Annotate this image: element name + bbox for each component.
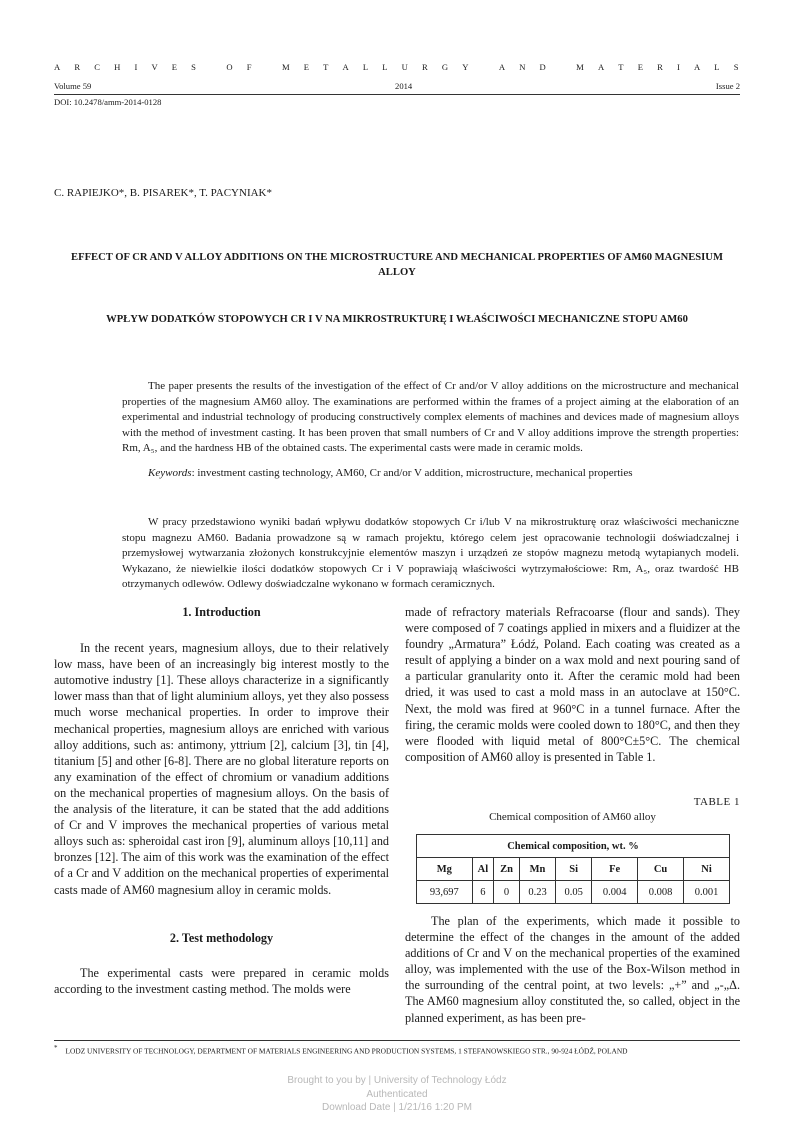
table-col: Mg	[417, 858, 473, 881]
journal-letter: A	[54, 62, 62, 72]
section-heading-test-methodology: 2. Test methodology	[169, 930, 274, 945]
journal-letter: E	[303, 62, 311, 72]
table-cell: 0.23	[519, 881, 555, 904]
journal-letter: A	[342, 62, 350, 72]
journal-letter: A	[693, 62, 702, 72]
affiliation-footnote	[54, 1044, 628, 1055]
table-col: Cu	[638, 858, 684, 881]
journal-letter: M	[281, 62, 291, 72]
download-line: Download Date | 1/21/16 1:20 PM	[322, 1102, 472, 1113]
journal-name	[54, 62, 740, 72]
journal-letter: H	[114, 62, 122, 72]
table-col: Al	[472, 858, 493, 881]
footnote-rule	[54, 1040, 740, 1041]
journal-letter	[560, 62, 563, 72]
table-row	[417, 881, 730, 904]
journal-letter	[266, 62, 269, 72]
table-cell: 0	[494, 881, 520, 904]
journal-letter: R	[657, 62, 665, 72]
intro-paragraph: In the recent years, magnesium alloys, due to their relatively low mass, have been of an increasingly big interest mostly to the automotive industry [1]. These alloys characterize in a significantly lower mass than that of light aluminium alloys, yet they also possess much worse mechanical properties. In order to improve their mechanical properties, magnesium alloys are enriched with various alloy additions, such as: antimony, yttrium [2], calcium [3], tin [4], titanium [5] and other [6-8]. There are no global literature reports on any examination of the effect of chromium or vanadium additions on the mechanical properties of magnesium alloys. On the basis of the analysis of the literature, it can be stated that the add additions of Cr and V improves the mechanical properties of various metal alloys such as: spheroidal cast iron [9], aluminum alloys [10,11] and bronzes [12]. The aim of this work was the examination of the effect of a Cr and V addition on the mechanical properties of experimental casts made of AM60 magnesium alloy in ceramic molds.	[54, 641, 389, 897]
journal-letter: C	[94, 62, 102, 72]
paper-title-en: EFFECT OF CR AND V ALLOY ADDITIONS ON THE MICROSTRUCTURE AND MECHANICAL PROPERTIES OF AM60 MAGNESIUM ALLOY	[71, 252, 723, 278]
journal-letter: A	[597, 62, 606, 72]
table-col: Mn	[519, 858, 555, 881]
table-col: Fe	[592, 858, 638, 881]
abstract-pl: W pracy przedstawiono wyniki badań wpływu dodatków stopowych Cr i/lub V na mikrostrukturę oraz właściwości mechaniczne stopu magnezu AM60. Badania prowadzone są w ramach projektu, którego celem jest opracowanie technologii doświadczalnej i przemysłowej wytwarzania złożonych konstrukcyjnie elementów maszyn i urządzeń ze stopów magnezu metodą wytapianych modeli. Wykazano, że niewielkie ilości dodatków stopowych Cr i V poprawiają właściwości wytrzymałościowe: Rm, A₅, oraz twardość HB otrzymanych odlewów. Odlewy doświadczalne wykonano w formach ceramicznych.	[122, 516, 739, 590]
table-cell: 0.004	[592, 881, 638, 904]
journal-letter: L	[362, 62, 370, 72]
left-column	[54, 604, 389, 997]
right-column-top	[405, 604, 740, 765]
table-header: Chemical composition, wt. %	[417, 835, 730, 858]
journal-letter: S	[733, 62, 740, 72]
journal-letter: V	[151, 62, 159, 72]
keywords-text: : investment casting technology, AM60, Cr and/or V addition, microstructure, mechanical properties	[191, 467, 633, 479]
journal-letter: T	[323, 62, 330, 72]
keywords-label: Keywords	[148, 467, 192, 479]
journal-letter: S	[191, 62, 198, 72]
table-label: TABLE 1	[693, 796, 740, 808]
table-cell: 0.05	[556, 881, 592, 904]
journal-letter: E	[637, 62, 645, 72]
journal-letter	[210, 62, 213, 72]
journal-letter: D	[539, 62, 547, 72]
year: 2014	[395, 81, 413, 91]
authors: C. RAPIEJKO*, B. PISAREK*, T. PACYNIAK*	[54, 187, 272, 199]
journal-letter: L	[382, 62, 389, 72]
journal-letter: E	[171, 62, 179, 72]
journal-letter: R	[421, 62, 429, 72]
journal-letter	[483, 62, 486, 72]
journal-letter: T	[618, 62, 625, 72]
volume: Volume 59	[54, 81, 92, 91]
download-stamp	[0, 1074, 794, 1115]
right-column-bottom	[405, 913, 740, 1026]
chemical-composition-table	[416, 834, 730, 904]
table-col: Si	[556, 858, 592, 881]
download-line: Authenticated	[366, 1088, 428, 1100]
doi: DOI: 10.2478/amm-2014-0128	[54, 97, 162, 107]
journal-letter: A	[498, 62, 507, 72]
journal-letter: N	[519, 62, 527, 72]
journal-letter: Y	[462, 62, 470, 72]
journal-letter: R	[74, 62, 82, 72]
table-cell: 0.001	[684, 881, 730, 904]
right-paragraph-2: The plan of the experiments, which made it possible to determine the effect of the changes in the amount of the added additions of Cr and V on the mechanical properties of the examined alloy, was implemented with the use of the Box-Wilson method in the surrounding of the central point, at two levels: „+” and „-„Δ. The AM60 magnesium alloy constituted the, so called, object in the planned experiment, as has been pre-	[405, 914, 740, 1025]
issue: Issue 2	[715, 81, 740, 91]
journal-letter: O	[226, 62, 234, 72]
paper-title-pl: WPŁYW DODATKÓW STOPOWYCH CR I V NA MIKROSTRUKTURĘ I WŁAŚCIWOŚCI MECHANICZNE STOPU AM60	[106, 314, 688, 325]
table-col: Ni	[684, 858, 730, 881]
right-paragraph-1: made of refractory materials Refracoarse (flour and sands). They were composed of 7 coatings applied in mixers and a fluidizer at the foundry „Armatura” Łódź, Poland. Each coating was created as a result of applying a binder on a wax mold and next pouring sand of a particular granularity onto it. After the ceramic mold had been dried, it was used to cast a mold mass in an autoclave at 150°C. Next, the mold was fired at 960°C in a tunnel furnace. After the firing, the ceramic molds were cooled down to 180°C, and then they were flooded with liquid metal of 800°C±5°C. The chemical composition of AM60 alloy is presented in Table 1.	[405, 605, 740, 764]
issue-info	[54, 81, 740, 91]
footnote-text: LODZ UNIVERSITY OF TECHNOLOGY, DEPARTMENT OF MATERIALS ENGINEERING AND PRODUCTION SYSTEMS, 1 STEFANOWSKIEGO STR., 90-924 ŁÓDŹ, POLAND	[65, 1046, 628, 1056]
header-rule	[54, 94, 740, 95]
table-column-row	[417, 858, 730, 881]
table-cell: 6	[472, 881, 493, 904]
journal-letter: F	[246, 62, 253, 72]
table-cell: 93,697	[417, 881, 473, 904]
section-heading-introduction: 1. Introduction	[182, 605, 261, 619]
table-col: Zn	[494, 858, 520, 881]
keywords	[148, 467, 633, 479]
journal-letter: U	[401, 62, 410, 72]
footnote-mark: *	[54, 1044, 58, 1052]
abstract: The paper presents the results of the investigation of the effect of Cr and/or V alloy additions on the microstructure and mechanical properties of the magnesium AM60 alloy. The examinations are performed within the frames of a project aiming at the elaboration of an experimental and industrial technology of producing constructively complex elements of machines and devices made of magnesium alloys with the method of investment casting. It has been proven that small numbers of Cr and V alloy additions improve the strength properties: Rm, A₅, and the hardness HB of the obtained casts. The experimental casts were made in ceramic molds.	[122, 380, 739, 454]
table-caption: Chemical composition of AM60 alloy	[489, 811, 656, 823]
download-line: Brought to you by | University of Technology Łódz	[287, 1075, 507, 1086]
table-cell: 0.008	[638, 881, 684, 904]
journal-letter: M	[576, 62, 586, 72]
test-paragraph: The experimental casts were prepared in ceramic molds according to the investment casting method. The molds were	[54, 965, 389, 996]
journal-letter: G	[441, 62, 450, 72]
journal-letter: L	[714, 62, 721, 72]
journal-letter: I	[676, 62, 682, 72]
journal-letter: I	[134, 62, 139, 72]
